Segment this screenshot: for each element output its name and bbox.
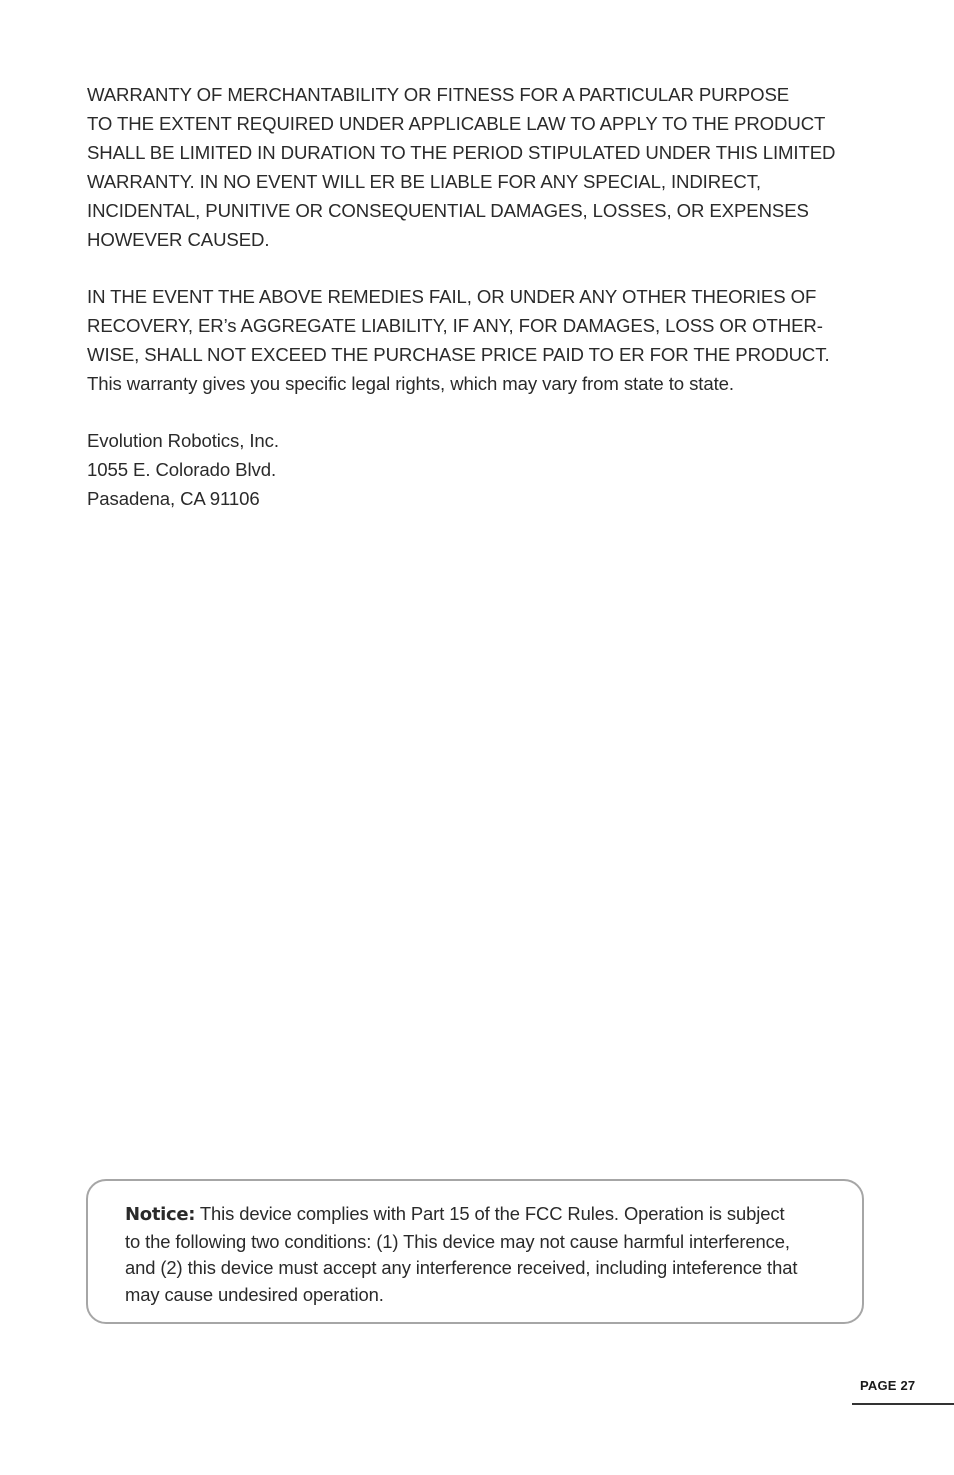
page-number-underline <box>852 1403 954 1405</box>
text-line: This warranty gives you specific legal rights, which may vary from state to state. <box>87 373 734 394</box>
text-line: RECOVERY, ER’s AGGREGATE LIABILITY, IF ANY, FOR DAMAGES, LOSS OR OTHER- <box>87 315 823 336</box>
text-line: INCIDENTAL, PUNITIVE OR CONSEQUENTIAL DAMAGES, LOSSES, OR EXPENSES <box>87 200 809 221</box>
warranty-paragraph-1 <box>87 80 877 254</box>
company-name: Evolution Robotics, Inc. <box>87 430 279 451</box>
document-body <box>87 80 877 513</box>
text-line: and (2) this device must accept any interference received, including inteference that <box>125 1257 798 1278</box>
text-line: may cause undesired operation. <box>125 1283 384 1305</box>
company-address <box>87 426 877 513</box>
warranty-paragraph-2 <box>87 282 877 398</box>
notice-label: Notice: <box>125 1204 196 1225</box>
fcc-notice-text <box>125 1201 855 1308</box>
street-address: 1055 E. Colorado Blvd. <box>87 459 277 480</box>
text-line: to the following two conditions: (1) This device may not cause harmful interference, <box>125 1230 790 1252</box>
text-line: WARRANTY. IN NO EVENT WILL ER BE LIABLE FOR ANY SPECIAL, INDIRECT, <box>87 171 761 192</box>
text-line <box>125 1201 855 1229</box>
text-line: HOWEVER CAUSED. <box>87 229 270 250</box>
text-line: WARRANTY OF MERCHANTABILITY OR FITNESS FOR A PARTICULAR PURPOSE <box>87 84 790 105</box>
paragraph-spacer <box>87 254 877 282</box>
text-line: WISE, SHALL NOT EXCEED THE PURCHASE PRICE PAID TO ER FOR THE PRODUCT. <box>87 344 830 365</box>
notice-text-segment: This device complies with Part 15 of the FCC Rules. Operation is subject <box>195 1203 785 1224</box>
text-line: TO THE EXTENT REQUIRED UNDER APPLICABLE LAW TO APPLY TO THE PRODUCT <box>87 113 826 134</box>
text-line: SHALL BE LIMITED IN DURATION TO THE PERIOD STIPULATED UNDER THIS LIMITED <box>87 142 836 163</box>
city-state-zip: Pasadena, CA 91106 <box>87 488 260 509</box>
fcc-notice-box <box>86 1179 864 1324</box>
paragraph-spacer <box>87 398 877 426</box>
text-line: IN THE EVENT THE ABOVE REMEDIES FAIL, OR UNDER ANY OTHER THEORIES OF <box>87 286 817 307</box>
page-number: PAGE 27 <box>860 1378 916 1393</box>
